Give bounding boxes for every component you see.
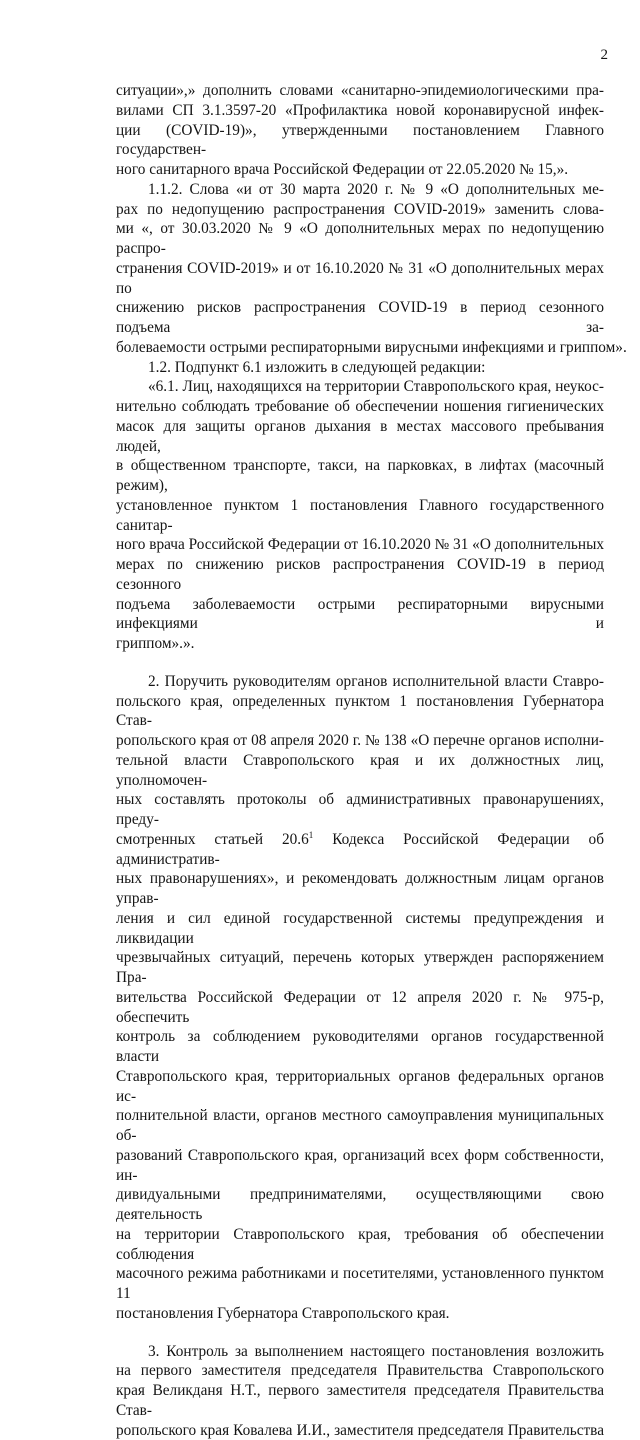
text-line: нительно соблюдать требование об обеспечении ношения гигиенических: [116, 397, 604, 417]
text-line: масок для защиты органов дыхания в местах массового пребывания людей,: [116, 417, 604, 457]
text-line: дивидуальными предпринимателями, осуществляющими свою деятельность: [116, 1185, 604, 1225]
text-line: установленное пунктом 1 постановления Главного государственного санитар-: [116, 496, 604, 536]
text-line: на территории Ставропольского края, требования об обеспечении соблюдения: [116, 1225, 604, 1265]
page-number: 2: [601, 46, 609, 64]
paragraph-1-1-1-continuation: [116, 81, 604, 180]
text-line: вилами СП 3.1.3597-20 «Профилактика новой коронавирусной инфек-: [116, 101, 604, 121]
text-line: в общественном транспорте, такси, на парковках, в лифтах (масочный режим),: [116, 456, 604, 496]
text-line: вительства Российской Федерации от 12 апреля 2020 г. № 975-р, обеспечить: [116, 988, 604, 1028]
text-line: разований Ставропольского края, организаций всех форм собственности, ин-: [116, 1146, 604, 1186]
text-line: ного врача Российской Федерации от 16.10.2020 № 31 «О дополнительных: [116, 535, 604, 555]
text-line: ции (COVID-19)», утвержденными постановлением Главного государствен-: [116, 121, 604, 161]
text-line: постановления Губернатора Ставропольского края.: [116, 1304, 604, 1324]
text-line: ных составлять протоколы об административных правонарушениях, преду-: [116, 790, 604, 830]
text-line: 3. Контроль за выполнением настоящего постановления возложить: [116, 1342, 604, 1362]
text-line: полнительной власти, органов местного самоуправления муниципальных об-: [116, 1106, 604, 1146]
text-line: гриппом».».: [116, 634, 604, 654]
text-line: ления и сил единой государственной системы предупреждения и ликвидации: [116, 909, 604, 949]
text-line: края Великданя Н.Т., первого заместителя председателя Правительства Став-: [116, 1381, 604, 1421]
text-line: снижению рисков распространения COVID-19 в период сезонного подъема за-: [116, 298, 604, 338]
text-line: чрезвычайных ситуаций, перечень которых утвержден распоряжением Пра-: [116, 948, 604, 988]
text-line: польского края, определенных пунктом 1 постановления Губернатора Став-: [116, 692, 604, 732]
text-line: масочного режима работниками и посетителями, установленного пунктом 11: [116, 1264, 604, 1304]
text-line: мерах по снижению рисков распространения COVID-19 в период сезонного: [116, 555, 604, 595]
document-body: [116, 81, 604, 1440]
text-line: ропольского края от 08 апреля 2020 г. № 138 «О перечне органов исполни-: [116, 731, 604, 751]
text-line: ми «, от 30.03.2020 № 9 «О дополнительных мерах по недопущению распро-: [116, 219, 604, 259]
text-line: Ставропольского края, территориальных органов федеральных органов ис-: [116, 1067, 604, 1107]
text-line: странения COVID-2019» и от 16.10.2020 № 31 «О дополнительных мерах по: [116, 259, 604, 299]
text-line: ситуации»,» дополнить словами «санитарно-эпидемиологическими пра-: [116, 81, 604, 101]
paragraph-6-1-quote: [116, 377, 604, 654]
paragraph-2: [116, 672, 604, 1324]
text-line: контроль за соблюдением руководителями органов государственной власти: [116, 1027, 604, 1067]
text-line: рах по недопущению распространения COVID-2019» заменить слова-: [116, 200, 604, 220]
text-line: тельной власти Ставропольского края и их должностных лиц, уполномочен-: [116, 751, 604, 791]
text-line: на первого заместителя председателя Правительства Ставропольского: [116, 1361, 604, 1381]
text-line: болеваемости острыми респираторными вирусными инфекциями и гриппом».: [116, 338, 604, 358]
text-line: ропольского края Ковалева И.И., заместителя председателя Правительства: [116, 1421, 604, 1440]
text-line: подъема заболеваемости острыми респираторными вирусными инфекциями и: [116, 595, 604, 635]
text-line: 2. Поручить руководителям органов исполнительной власти Ставро-: [116, 672, 604, 692]
text-line: «6.1. Лиц, находящихся на территории Ставропольского края, неукос-: [116, 377, 604, 397]
footnote-superscript: 1: [309, 830, 314, 840]
text-line: ного санитарного врача Российской Федерации от 22.05.2020 № 15,».: [116, 160, 604, 180]
text-line: 1.1.2. Слова «и от 30 марта 2020 г. № 9 «О дополнительных ме-: [116, 180, 604, 200]
paragraph-1-1-2: [116, 180, 604, 358]
paragraph-3: [116, 1342, 604, 1440]
text-line-with-superscript: смотренных статьей 20.6$^1$ Кодекса Российской Федерации об административ-: [116, 830, 604, 870]
text-line: ных правонарушениях», и рекомендовать должностным лицам органов управ-: [116, 869, 604, 909]
text-line: 1.2. Подпункт 6.1 изложить в следующей редакции:: [116, 358, 604, 378]
paragraph-1-2: [116, 358, 604, 378]
